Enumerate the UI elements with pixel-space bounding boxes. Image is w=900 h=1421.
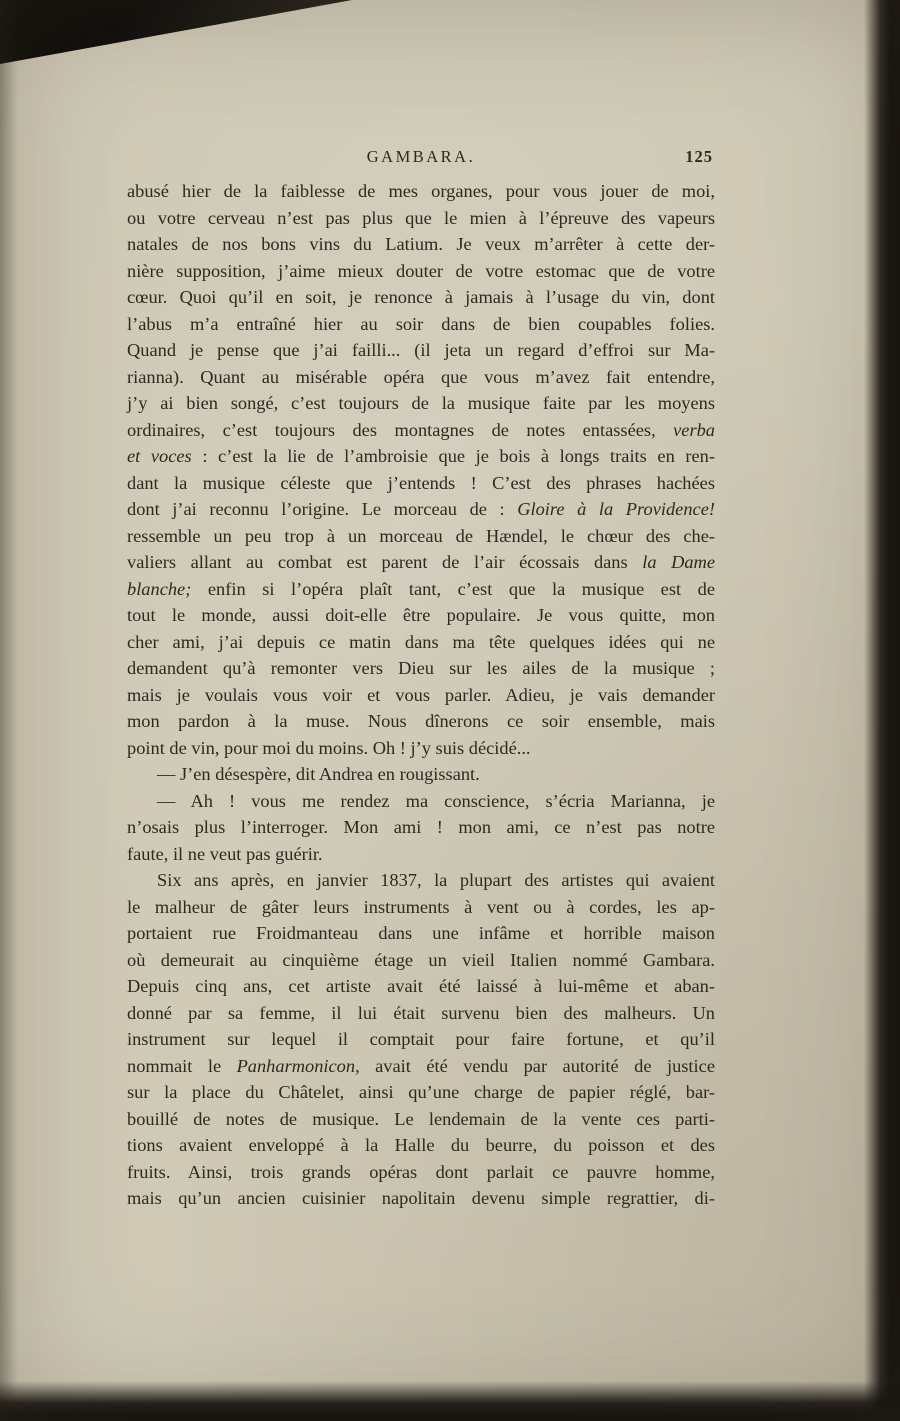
text-line: ordinaires, c’est toujours des montagnes de notes entassées, verba bbox=[127, 419, 715, 440]
text-line: blanche; enfin si l’opéra plaît tant, c’est que la musique est de bbox=[127, 578, 715, 599]
text-line: ou votre cerveau n’est pas plus que le mien à l’épreuve des vapeurs bbox=[127, 207, 715, 228]
text-line: dant la musique céleste que j’entends ! C’est des phrases hachées bbox=[127, 472, 715, 493]
text-line: valiers allant au combat est parent de l’air écossais dans la Dame bbox=[127, 552, 715, 572]
text-line: demandent qu’à remonter vers Dieu sur les ailes de la musique ; bbox=[127, 658, 715, 678]
running-title: GAMBARA. bbox=[366, 147, 476, 166]
text-line: mais je voulais vous voir et vous parler. Adieu, je vais demander bbox=[127, 684, 715, 705]
text-line: mon pardon à la muse. Nous dînerons ce soir ensemble, mais bbox=[127, 711, 715, 731]
text-line: n’osais plus l’interroger. Mon ami ! mon ami, ce n’est pas notre bbox=[127, 817, 715, 837]
text-line: — Ah ! vous me rendez ma conscience, s’écria Marianna, je bbox=[157, 790, 715, 811]
text-line: Depuis cinq ans, cet artiste avait été laissé à lui-même et aban- bbox=[127, 976, 715, 996]
text-line: ressemble un peu trop à un morceau de Hændel, le chœur des che- bbox=[127, 525, 715, 546]
text-line: bouillé de notes de musique. Le lendemain de la vente ces parti- bbox=[127, 1108, 715, 1129]
scan-edge-bottom bbox=[0, 1381, 900, 1421]
text-line: abusé hier de la faiblesse de mes organes, pour vous jouer de moi, bbox=[127, 181, 715, 201]
text-line: cœur. Quoi qu’il en soit, je renonce à jamais à l’usage du vin, dont bbox=[127, 287, 715, 307]
page-number: 125 bbox=[685, 147, 713, 166]
text-line: Quand je pense que j’ai failli... (il jeta un regard d’effroi sur Ma- bbox=[127, 340, 715, 360]
text-line: instrument sur lequel il comptait pour faire fortune, et qu’il bbox=[127, 1029, 715, 1049]
text-line: faute, il ne veut pas guérir. bbox=[127, 843, 323, 864]
scan-edge-top-left bbox=[0, 0, 352, 64]
text-line: nière supposition, j’aime mieux douter de votre estomac que de votre bbox=[127, 260, 715, 281]
text-line: où demeurait au cinquième étage un vieil Italien nommé Gambara. bbox=[127, 949, 715, 970]
page-header bbox=[127, 147, 715, 173]
text-line: nommait le Panharmonicon, avait été vendu par autorité de justice bbox=[127, 1055, 715, 1076]
text-line: j’y ai bien songé, c’est toujours de la musique faite par les moyens bbox=[127, 393, 715, 413]
text-line: fruits. Ainsi, trois grands opéras dont parlait ce pauvre homme, bbox=[127, 1161, 715, 1182]
text-line: rianna). Quant au misérable opéra que vous m’avez fait entendre, bbox=[127, 366, 715, 387]
text-line: tout le monde, aussi doit-elle être populaire. Je vous quitte, mon bbox=[127, 605, 715, 625]
text-line: cher ami, j’ai depuis ce matin dans ma tête quelques idées qui ne bbox=[127, 631, 715, 652]
text-line: mais qu’un ancien cuisinier napolitain devenu simple regrattier, di- bbox=[127, 1188, 715, 1208]
scan-edge-right bbox=[864, 0, 900, 1421]
text-line: tions avaient enveloppé à la Halle du beurre, du poisson et des bbox=[127, 1135, 715, 1155]
text-line: Six ans après, en janvier 1837, la plupart des artistes qui avaient bbox=[157, 870, 715, 890]
text-line: portaient rue Froidmanteau dans une infâme et horrible maison bbox=[127, 923, 715, 943]
text-line: point de vin, pour moi du moins. Oh ! j’y suis décidé... bbox=[127, 737, 531, 758]
text-line: dont j’ai reconnu l’origine. Le morceau de : Gloire à la Providence! bbox=[127, 499, 715, 519]
text-line: — J’en désespère, dit Andrea en rougissant. bbox=[157, 764, 480, 784]
text-line: le malheur de gâter leurs instruments à vent ou à cordes, les ap- bbox=[127, 896, 715, 917]
text-line: natales de nos bons vins du Latium. Je veux m’arrêter à cette der- bbox=[127, 234, 715, 254]
text-line: l’abus m’a entraîné hier au soir dans de bien coupables folies. bbox=[127, 313, 715, 334]
scan-edge-left-shade bbox=[0, 0, 18, 1421]
text-line: sur la place du Châtelet, ainsi qu’une charge de papier réglé, bar- bbox=[127, 1082, 715, 1102]
text-line: donné par sa femme, il lui était survenu bien des malheurs. Un bbox=[127, 1002, 715, 1023]
page-body bbox=[127, 178, 715, 1212]
text-line: et voces : c’est la lie de l’ambroisie que je bois à longs traits en ren- bbox=[127, 446, 715, 466]
